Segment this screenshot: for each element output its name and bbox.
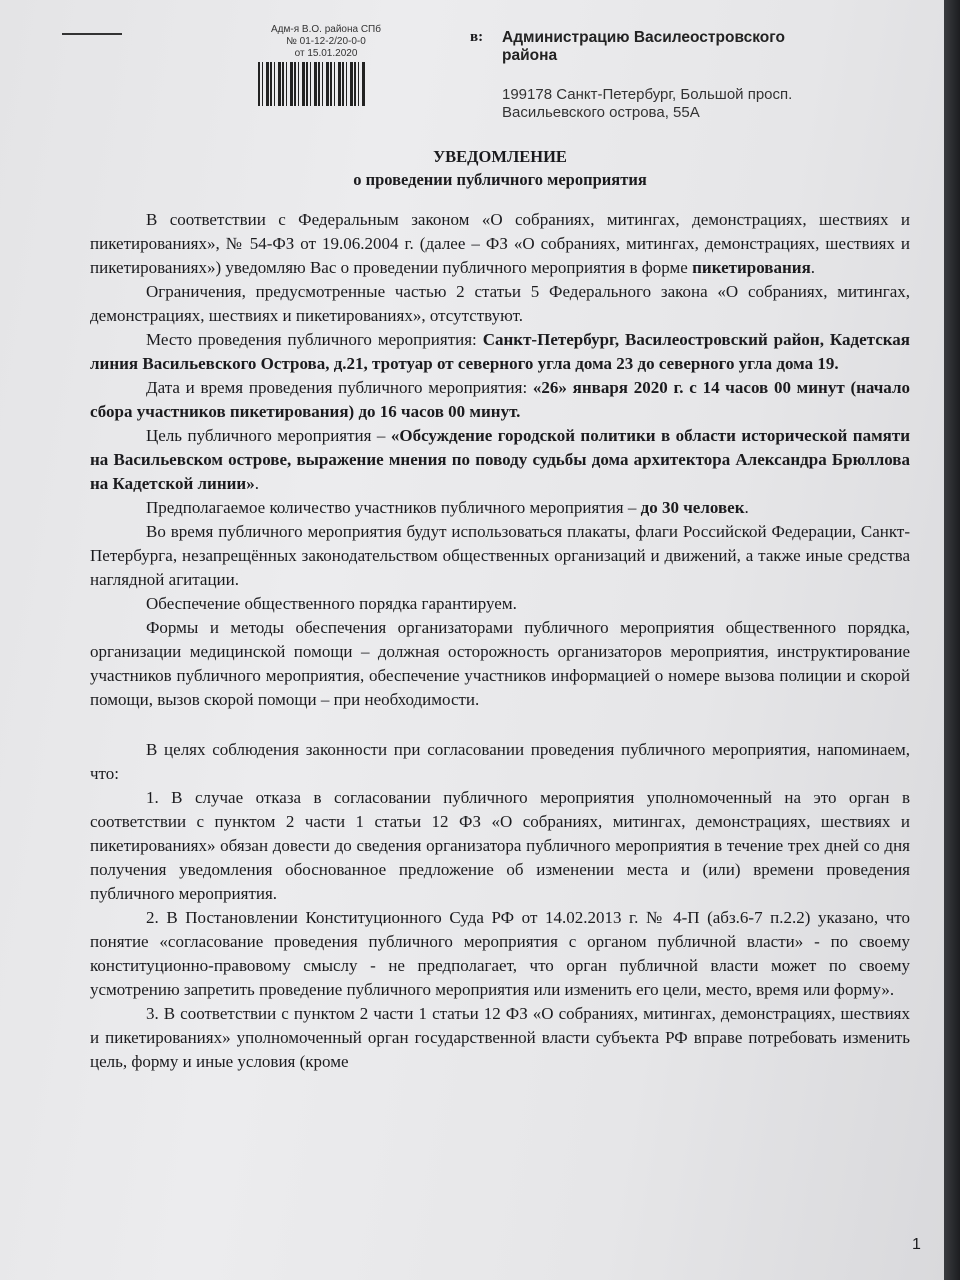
paragraph-datetime: Дата и время проведения публичного мероприятия: «26» января 2020 г. с 14 часов 00 минут (начало сбора участников пикетирования) до 16 часов 00 минут. <box>90 378 910 421</box>
paragraph-restrictions: Ограничения, предусмотренные частью 2 статьи 5 Федерального закона «О собраниях, митингах, демонстрациях, шествиях и пикетированиях», отсутствуют. <box>90 282 910 325</box>
paragraph-legal-basis: В соответствии с Федеральным законом «О собраниях, митингах, демонстрациях, шествиях и пикетированиях», № 54-ФЗ от 19.06.2004 г. (далее – ФЗ «О собраниях, митингах, демонстрациях, шествиях и пикетированиях») уведомляю Вас о проведении публичного мероприятия в форме пикетирования. <box>90 210 910 277</box>
addressee-prefix: в: <box>470 29 484 45</box>
stamp-line-1: Адм-я В.О. района СПб <box>271 24 381 35</box>
paragraph-reminder: В целях соблюдения законности при согласовании проведения публичного мероприятия, напоминаем, что: <box>90 740 910 783</box>
stamp-line-3: от 15.01.2020 <box>294 48 358 59</box>
paragraph-methods: Формы и методы обеспечения организаторами публичного мероприятия общественного порядка, организации медицинской помощи – должная осторожность организаторов мероприятия, инструктирование участников публичного мероприятия, обеспечение участников информацией о номере вызова полиции и скорой помощи, вызов скорой помощи – при необходимости. <box>90 618 910 709</box>
registration-stamp <box>236 24 416 60</box>
addressee-address: 199178 Санкт-Петербург, Большой просп. Васильевского острова, 55А <box>502 86 793 121</box>
paragraph-point-1: 1. В случае отказа в согласовании публичного мероприятия уполномоченный на это орган в соответствии с пунктом 2 части 1 статьи 12 ФЗ «О собраниях, митингах, демонстрациях, шествиях и пикетированиях» обязан довести до сведения организатора публичного мероприятия в течение трех дней со дня получения уведомления обоснованное предложение об изменении места и (или) времени проведения публичного мероприятия. <box>90 788 910 903</box>
document-subtitle: о проведении публичного мероприятия <box>353 170 647 189</box>
stamp-line-2: № 01-12-2/20-0-0 <box>286 36 366 47</box>
margin-mark <box>62 33 122 35</box>
paragraph-purpose: Цель публичного мероприятия – «Обсуждение городской политики в области исторической памяти на Васильевском острове, выражение мнения по поводу судьбы дома архитектора Александра Брюллова на Кадетской линии». <box>90 426 910 493</box>
page-number: 1 <box>912 1236 921 1253</box>
document-body <box>90 208 910 1074</box>
paragraph-point-2: 2. В Постановлении Конституционного Суда РФ от 14.02.2013 г. № 4-П (абз.6-7 п.2.2) указано, что понятие «согласование проведения публичного мероприятия с органом публичной власти» - по своему конституционно-правовому смыслу - не предполагает, что орган публичной власти может по своему усмотрению запретить проведение публичного мероприятия или изменить его цели, место, время или форму». <box>90 908 910 999</box>
paragraph-location: Место проведения публичного мероприятия: Санкт-Петербург, Василеостровский район, Кадетская линия Васильевского Острова, д.21, тротуар от северного угла дома 23 до северного угла дома 19. <box>90 330 911 373</box>
paragraph-materials: Во время публичного мероприятия будут использоваться плакаты, флаги Российской Федерации, Санкт-Петербурга, незапрещённых законодательством общественных организаций и движений, а также иные средства наглядной агитации. <box>90 522 910 589</box>
document-title: УВЕДОМЛЕНИЕ <box>433 147 567 166</box>
background-edge <box>944 0 960 1280</box>
barcode-icon <box>258 62 366 106</box>
addressee-title: Администрацию Василеостровского района <box>502 29 785 64</box>
paragraph-point-3: 3. В соответствии с пунктом 2 части 1 статьи 12 ФЗ «О собраниях, митингах, демонстрациях, шествиях и пикетированиях» уполномоченный орган государственной власти субъекта РФ вправе потребовать изменить цель, форму и иные условия (кроме <box>90 1004 910 1071</box>
paragraph-order: Обеспечение общественного порядка гарантируем. <box>146 594 517 613</box>
paragraph-participants: Предполагаемое количество участников публичного мероприятия – до 30 человек. <box>146 498 749 517</box>
